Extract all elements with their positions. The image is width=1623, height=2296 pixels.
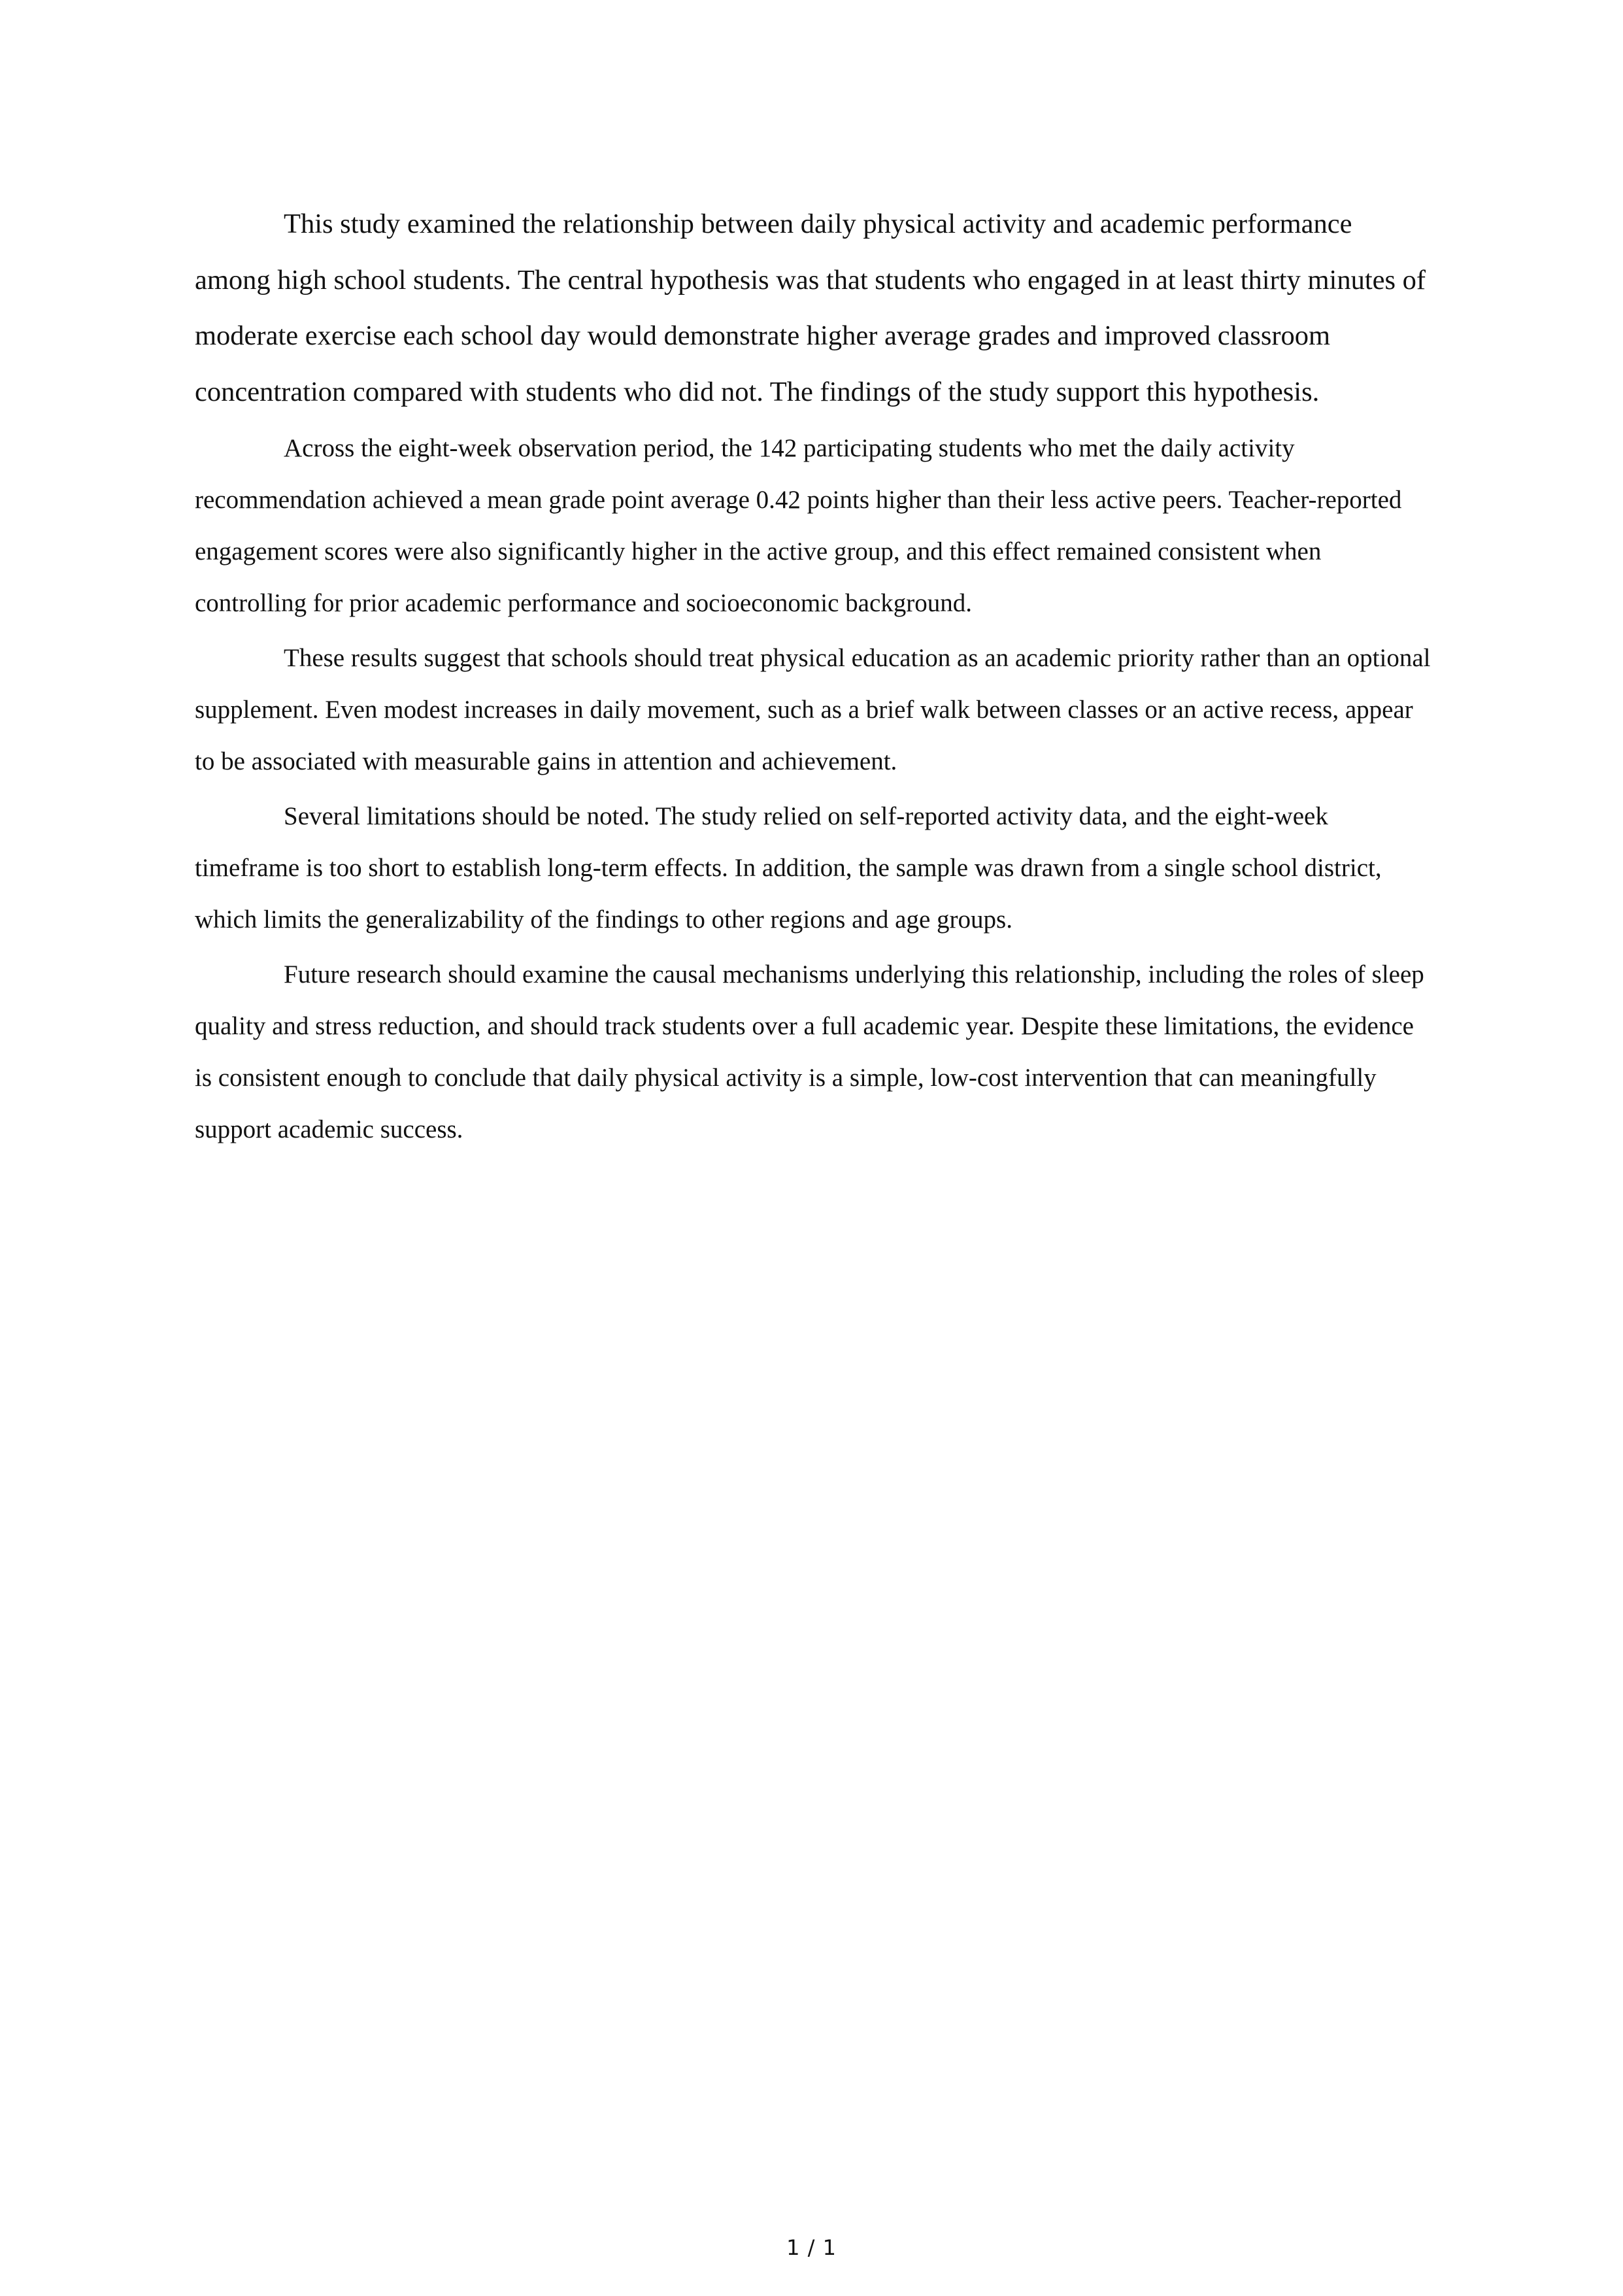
paragraph-limitations: Several limitations should be noted. The study relied on self-reported activity data, and the eight-week timeframe is too short to establish long-term effects. In addition, the sample was drawn from a single school district, which limits the generalizability of the findings to other regions and age groups. (195, 802, 1382, 934)
document-body (195, 196, 1431, 1155)
paragraph-hypothesis: This study examined the relationship between daily physical activity and academic performance among high school students. The central hypothesis was that students who engaged in at least thirty minutes of moderate exercise each school day would demonstrate higher average grades and improved classroom concentration compared with students who did not. The findings of the study support this hypothesis. (195, 209, 1426, 407)
paragraph-implications: These results suggest that schools should treat physical education as an academic priority rather than an optional supplement. Even modest increases in daily movement, such as a brief walk between classes or an active recess, appear to be associated with measurable gains in attention and achievement. (195, 644, 1431, 775)
paragraph-results: Across the eight-week observation period, the 142 participating students who met the daily activity recommendation achieved a mean grade point average 0.42 points higher than their less active peers. Teacher-reported engagement scores were also significantly higher in the active group, and this effect remained consistent when controlling for prior academic performance and socioeconomic background. (195, 434, 1402, 617)
paragraph-future-research: Future research should examine the causal mechanisms underlying this relationship, including the roles of sleep quality and stress reduction, and should track students over a full academic year. Despite these limitations, the evidence is consistent enough to conclude that daily physical activity is a simple, low-cost intervention that can meaningfully support academic success. (195, 960, 1424, 1143)
page-number: 1 / 1 (786, 2235, 837, 2260)
